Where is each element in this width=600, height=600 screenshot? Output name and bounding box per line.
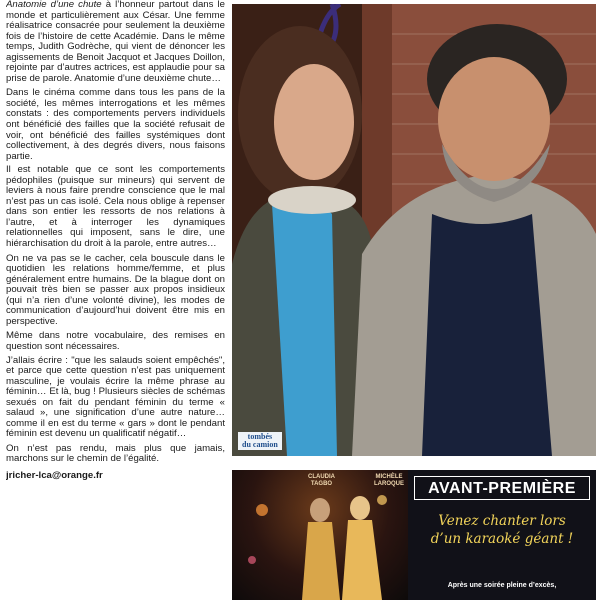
- cast-name-right: MICHÈLE LAROQUE: [374, 474, 404, 487]
- film-title: Anatomie d’une chute: [6, 0, 102, 10]
- ad-call-to-action: Venez chanter lors d’un karaoké géant !: [430, 513, 574, 547]
- paragraph-4: On ne va pas se le cacher, cela bouscule dans le quotidien les relations homme/femme, et plus généralement entre humains. De la blague dont on pouvait très bien se passer aux propos insidieux (qui n’a rien d’une volonté divine), les modes de communication d’aujourd’hui doivent être mis en perspective.: [6, 252, 225, 327]
- ad-title: AVANT-PREMIÈRE: [414, 476, 590, 500]
- paragraph-6: J’allais écrire : "que les salauds soient empêchés", et parce que cette question n’est pas uniquement masculine, je voulais écrire la même phrase au féminin… Et là, bug ! Plusieurs siècles de schémas sexués on fait du pendant féminin du terme « salaud », une signification d’une autre nature… comme il en est du terme « gars » dont le pendant féminin est devenu un qualificatif négatif…: [6, 354, 225, 440]
- ad-poster-image: [232, 470, 408, 600]
- performers-illustration: [232, 470, 408, 600]
- paragraph-7: On n’est pas rendu, mais plus que jamais, marchons sur le chemin de l’égalité.: [6, 442, 225, 465]
- film-still-photo: [232, 4, 596, 456]
- ad-text-panel: [408, 470, 596, 600]
- cast-name-left: CLAUDIA TAGBO: [308, 474, 335, 487]
- karaoke-ad[interactable]: [232, 470, 596, 600]
- ad-footer-text: Après une soirée pleine d’excès,: [447, 582, 557, 589]
- paragraph-2: Dans le cinéma comme dans tous les pans de la société, les mêmes interrogations et les mêmes constats : des comportements pervers individuels ont bénéficié des failles que la société refusait de voir, ont bénéficié des failles systémiques dont collectivement, à des degrés divers, nous faisons partie.: [6, 87, 225, 162]
- paragraph-1: Anatomie d’une chute à l’honneur partout dans le monde et particulièrement aux César. Une femme réalisatrice consacrée pour seulement la deuxième fois de l’histoire de cette Académie. Dans le même temps, Judith Godrèche, qui vient de dénoncer les agissements de Benoit Jacquot et Jacques Doillon, rejointe par d’autres actrices, est applaudie pour sa prise de parole. Anatomie d’une deuxième chute…: [6, 0, 225, 84]
- paragraph-5: Même dans notre vocabulaire, des remises en question sont nécessaires.: [6, 330, 225, 352]
- distributor-logo: tombés du camion: [238, 432, 282, 450]
- paragraph-3: Il est notable que ce sont les comportements pédophiles (puisque sur mineurs) qui servent de leviers à nous faire prendre conscience que le mal n’est pas un cas isolé. Cela nous oblige à repenser dans son entier les ressorts de nos relations à l’autre, et à interroger les dynamiques relationnelles qui imposent, sans le dire, une hiérarchisation du droit à la parole, entre autres…: [6, 164, 225, 250]
- film-still-illustration: [232, 4, 596, 456]
- ad-cast-names: [308, 474, 404, 488]
- article-column: [6, 0, 225, 600]
- author-email[interactable]: jricher-lca@orange.fr: [6, 469, 103, 481]
